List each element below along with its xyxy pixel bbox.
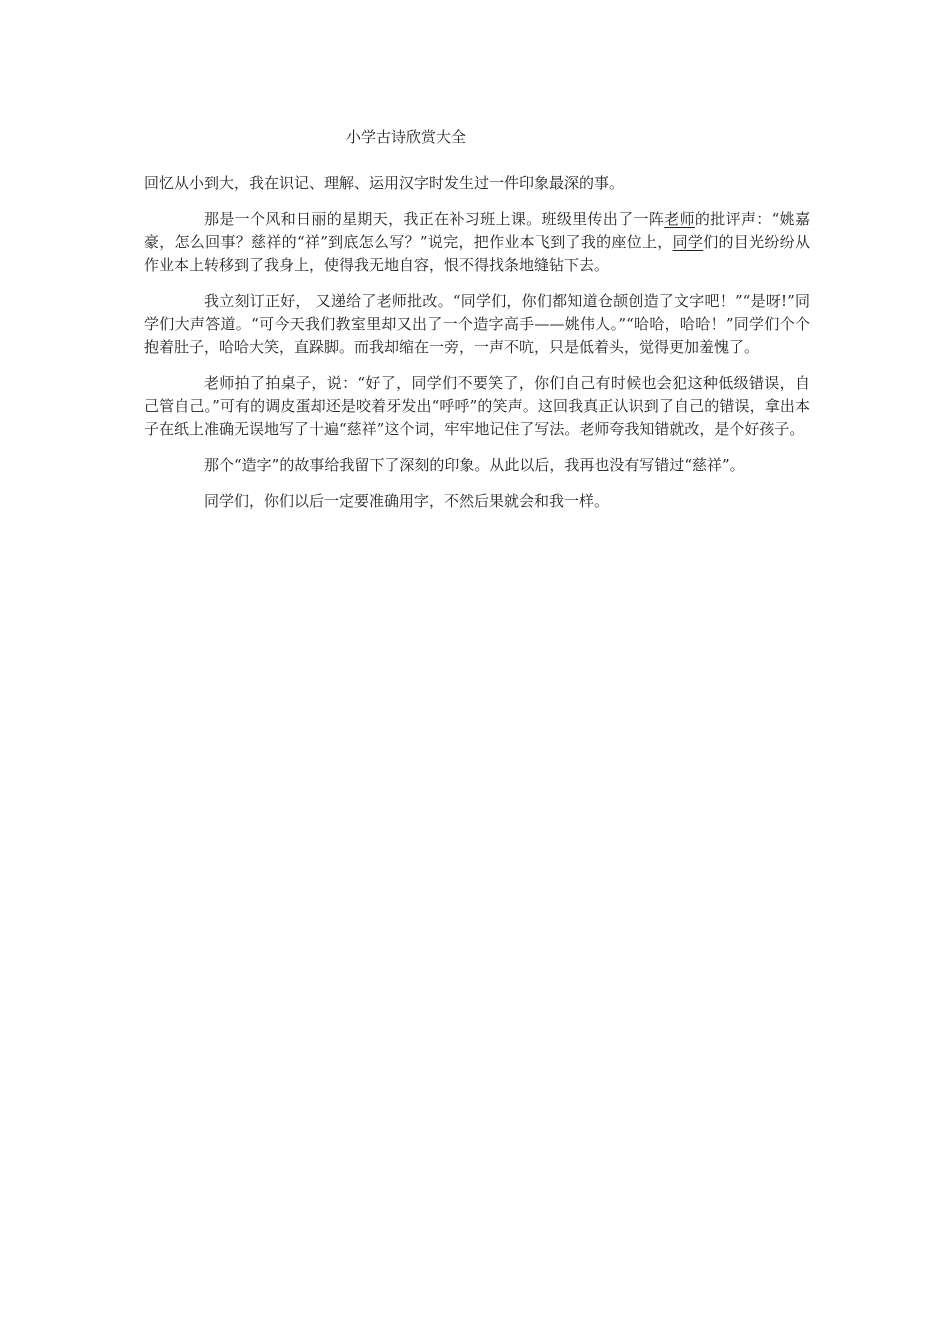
document-body [144, 172, 810, 526]
classmate-link[interactable]: 同学 [672, 233, 704, 251]
paragraph-3: 老师拍了拍桌子，说：“好了，同学们不要笑了，你们自己有时候也会犯这种低级错误，自己管自己。”可有的调皮蛋却还是咬着牙发出“呼呼”的笑声。这回我真正认识到了自己的错误，拿出本子在纸上准确无误地写了十遍“慈祥”这个词，牢牢地记住了写法。老师夸我知错就改，是个好孩子。 [144, 374, 810, 438]
teacher-link[interactable]: 老师 [664, 210, 695, 228]
paragraph-1 [144, 208, 810, 277]
intro-paragraph: 回忆从小到大，我在识记、理解、运用汉字时发生过一件印象最深的事。 [144, 174, 625, 192]
paragraph-1-text-a: 那是一个风和日丽的星期天，我正在补习班上课。班级里传出了一阵 [204, 210, 665, 228]
paragraph-1-text-c: 们的目光纷纷从作业本上转移到了我身上，使得我无地自容，恨不得找条地缝钻下去。 [144, 233, 810, 274]
paragraph-2: 我立刻订正好， 又递给了老师批改。“同学们，你们都知道仓颉创造了文字吧！”“是呀!”同学们大声答道。“可今天我们教室里却又出了一个造字高手——姚伟人。”“哈哈，哈哈！”同学们个个抱着肚子，哈哈大笑，直跺脚。而我却缩在一旁，一声不吭，只是低着头，觉得更加羞愧了。 [144, 292, 810, 356]
paragraph-4: 那个“造字”的故事给我留下了深刻的印象。从此以后，我再也没有写错过“慈祥”。 [204, 456, 745, 474]
paragraph-1-text-b: 的批评声：“姚嘉豪，怎么回事？慈祥的“祥”到底怎么写？”说完，把作业本飞到了我的座位上， [144, 210, 810, 251]
paragraph-5: 同学们，你们以后一定要准确用字，不然后果就会和我一样。 [204, 492, 610, 510]
document-title: 小学古诗欣赏大全 [346, 128, 467, 146]
